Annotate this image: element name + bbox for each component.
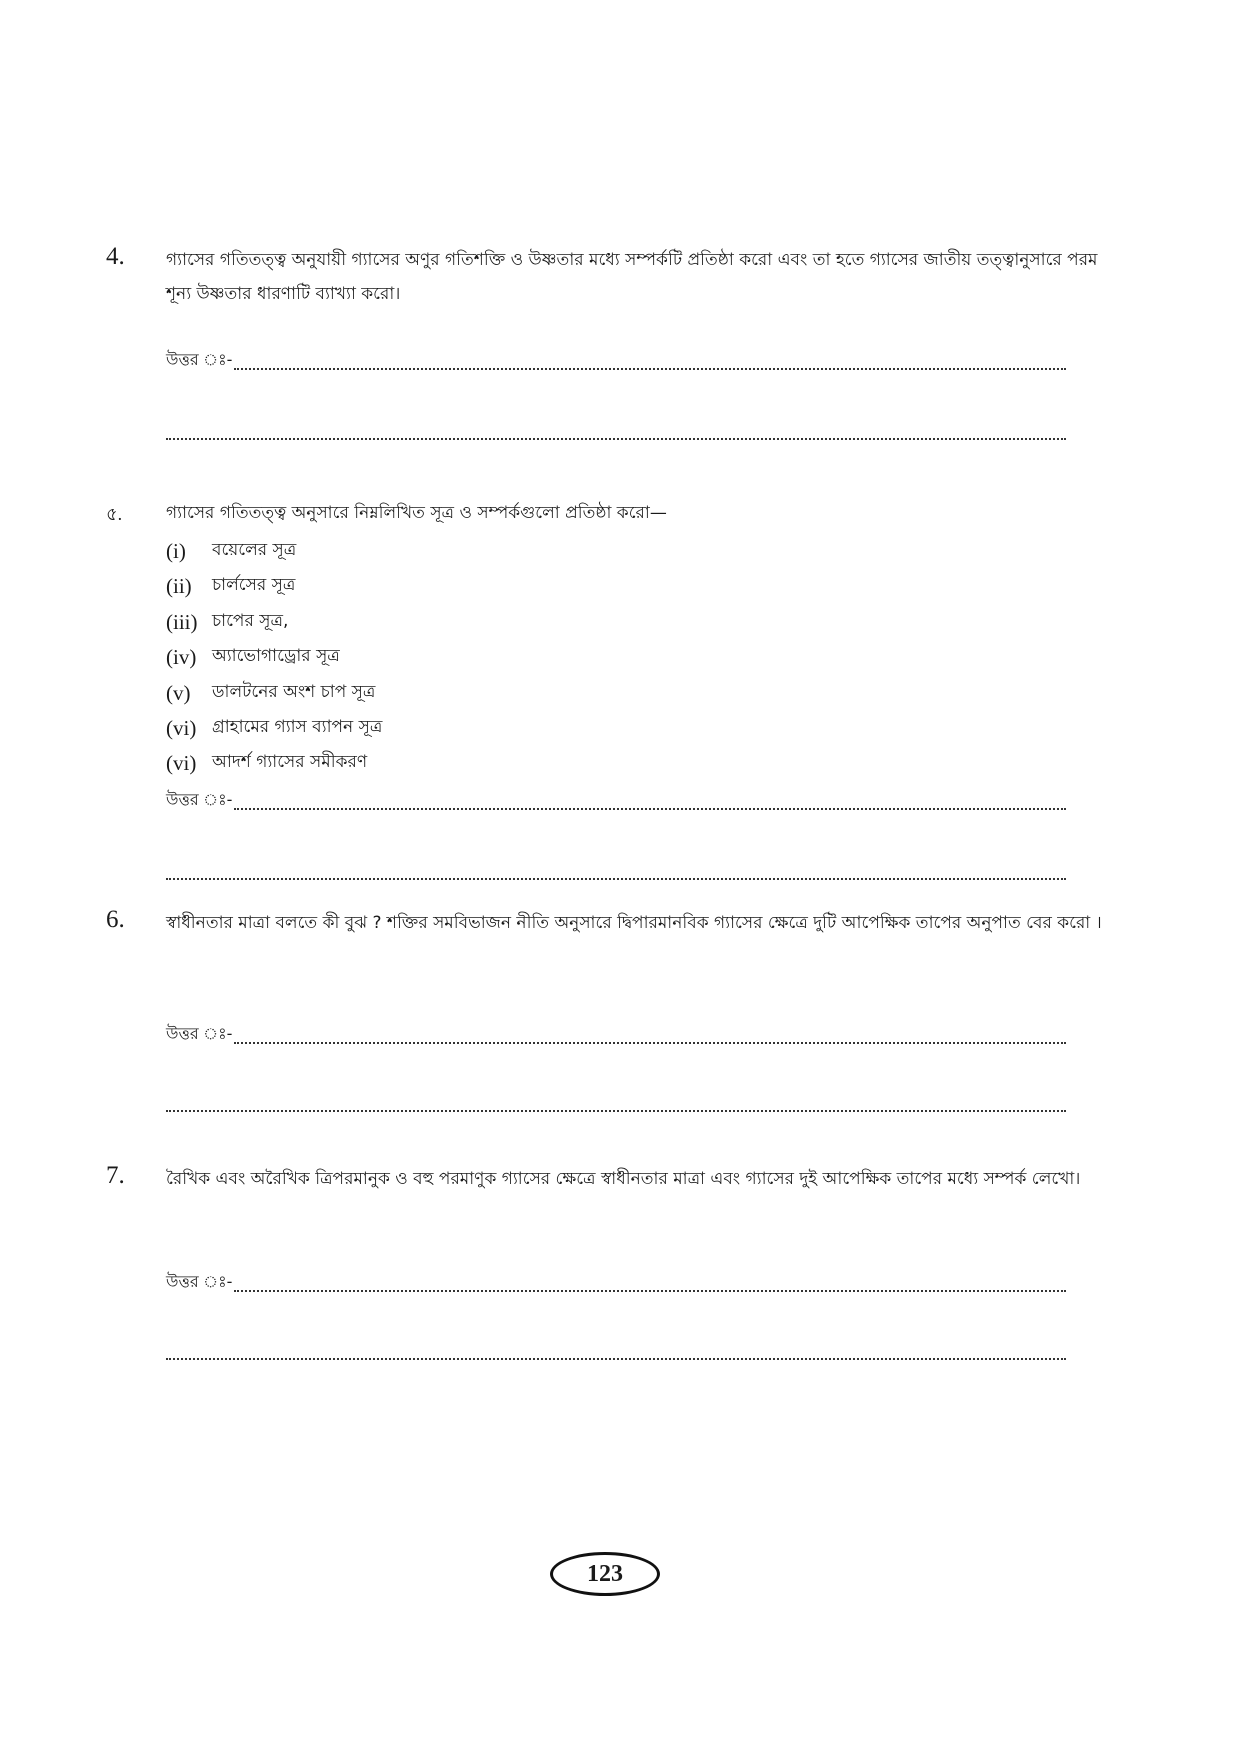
sub-item-text: ডালটনের অংশ চাপ সূত্র [212,682,376,702]
sub-item-text: চার্লসের সূত্র [212,575,296,595]
answer-line-blank[interactable] [166,1356,1066,1360]
sub-item [166,713,382,743]
answer-label: উত্তর ঃ- [166,1272,233,1291]
sub-item [166,642,340,672]
sub-item [166,536,296,566]
sub-item [166,607,288,637]
sub-item-number: (vi) [166,715,197,740]
sub-item-text: চাপের সূত্র, [212,611,289,631]
question-text: গ্যাসের গতিতত্ত্ব অনুযায়ী গ্যাসের অণুর গতিশক্তি ও উষ্ণতার মধ্যে সম্পর্কটি প্রতিষ্ঠা করো এবং তা হতে গ্যাসের জাতীয় তত্ত্বানুসারে পরম শূন্য উষ্ণতার ধারণাটি ব্যাখ্যা করো। [166,250,1098,304]
sub-item [166,678,375,708]
sub-item-number: (i) [166,538,186,563]
sub-item-text: অ্যাভোগাড্রোর সূত্র [212,646,340,666]
question-text: গ্যাসের গতিতত্ত্ব অনুসারে নিম্নলিখিত সূত্র ও সম্পর্কগুলো প্রতিষ্ঠা করো— [166,503,667,523]
answer-label: উত্তর ঃ- [166,790,233,809]
question-number: 6. [106,906,125,933]
answer-line[interactable] [166,350,1066,374]
answer-dots [234,1284,1066,1292]
question-text: স্বাধীনতার মাত্রা বলতে কী বুঝ ? শক্তির সমবিভাজন নীতি অনুসারে দ্বিপারমানবিক গ্যাসের ক্ষেত্রে দুটি আপেক্ষিক তাপের অনুপাত বের করো । [166,913,1102,933]
answer-line-blank[interactable] [166,1108,1066,1112]
sub-item-number: (vi) [166,750,197,775]
sub-item-text: আদর্শ গ্যাসের সমীকরণ [212,752,368,772]
answer-line[interactable] [166,1272,1066,1296]
sub-item [166,571,295,601]
answer-dots [234,362,1066,370]
answer-line[interactable] [166,790,1066,814]
sub-item-number: (iv) [166,644,197,669]
sub-item-number: (ii) [166,573,192,598]
sub-item [166,748,367,778]
question-number: ৫. [106,504,123,524]
question-number: 7. [106,1162,125,1189]
question-number: 4. [106,243,125,270]
sub-item-text: গ্রাহামের গ্যাস ব্যাপন সূত্র [212,717,383,737]
page-number: 123 [550,1552,660,1596]
sub-item-text: বয়েলের সূত্র [212,540,297,560]
answer-dots [234,1036,1066,1044]
answer-dots [234,802,1066,810]
sub-item-number: (v) [166,680,191,705]
answer-label: উত্তর ঃ- [166,1024,233,1043]
answer-line-blank[interactable] [166,876,1066,880]
answer-line-blank[interactable] [166,436,1066,440]
question-text: রৈখিক এবং অরৈখিক ত্রিপরমানুক ও বহু পরমাণুক গ্যাসের ক্ষেত্রে স্বাধীনতার মাত্রা এবং গ্যাসের দুই আপেক্ষিক তাপের মধ্যে সম্পর্ক লেখো। [166,1169,1081,1189]
answer-label: উত্তর ঃ- [166,350,233,369]
answer-line[interactable] [166,1024,1066,1048]
sub-item-number: (iii) [166,609,198,634]
